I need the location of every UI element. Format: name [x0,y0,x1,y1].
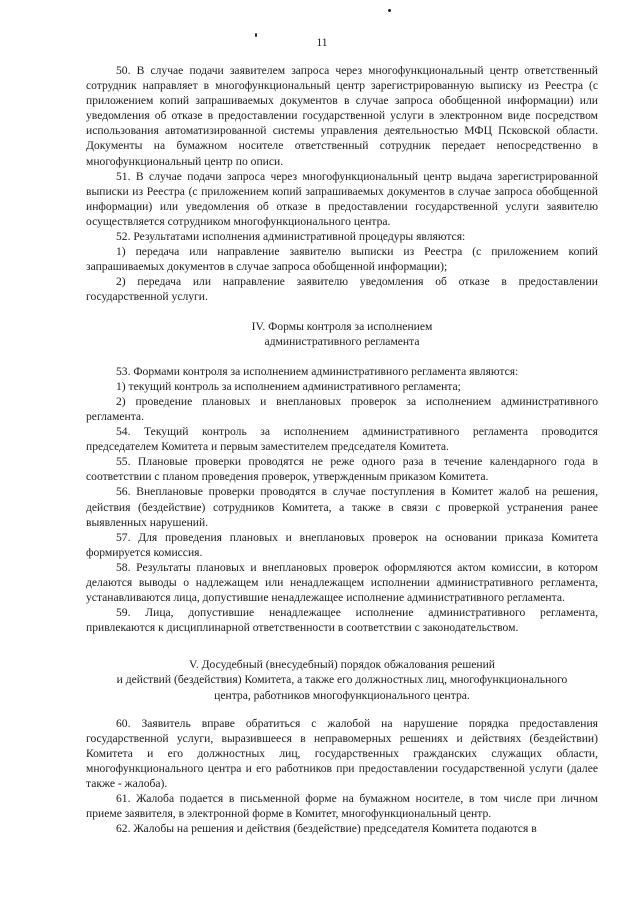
section-heading-line: IV. Формы контроля за исполнением [251,319,433,333]
paragraph-54: 54. Текущий контроль за исполнением административного регламента проводится председателем Комитета и первым заместителем председателя Комитета. [86,425,598,454]
paragraph-52-item-2: 2) передача или направление заявителю уведомления об отказе в предоставлении государственной услуги. [86,275,598,304]
paragraph-52: 52. Результатами исполнения административной процедуры являются: [116,230,466,244]
paragraph-60: 60. Заявитель вправе обратиться с жалобой на нарушение порядка предоставления государственной услуги, выразившееся в неправомерных решениях и действиях (бездействии) Комитета и его должностных лиц, государственных гражданских служащих области, многофункционального центра и его работников при предоставлении государственной услуги (далее также - жалоба). [86,716,598,791]
paragraph-53: 53. Формами контроля за исполнением административного регламента являются: [116,364,519,378]
paragraph-62: 62. Жалобы на решения и действия (бездействие) председателя Комитета подаются в [116,822,537,836]
document-body [86,63,598,836]
paragraph-50: 50. В случае подачи заявителем запроса через многофункциональный центр ответственный сотрудник направляет в многофункциональный центр зарегистрированную выписку из Реестра (с приложением копий запрашиваемых документов в случае запроса обобщенной информации) или уведомления об отказе в предоставлении государственной услуги в электронном виде посредством использования автоматизированной системы управления деятельностью МФЦ Псковской области. Документы на бумажном носителе ответственный сотрудник передает непосредственно в многофункциональный центр по описи. [86,64,598,168]
page-number: 11 [316,37,328,49]
section-heading-iv [86,319,598,349]
scan-speck [388,9,391,12]
paragraph-52-item-1: 1) передача или направление заявителю выписки из Реестра (с приложением копий запрашиваемых документов в случае запроса обобщенной информации); [86,245,598,274]
paragraph-56: 56. Внеплановые проверки проводятся в случае поступления в Комитет жалоб на решения, действия (бездействие) сотрудников Комитета, а также в связи с проверкой устранения ранее выявленных нарушений. [86,485,598,529]
section-heading-v [86,657,598,702]
paragraph-59: 59. Лица, допустившие ненадлежащее исполнение административного регламента, привлекаются к дисциплинарной ответственности в соответствии с законодательством. [86,606,598,635]
scan-speck [255,33,257,37]
section-heading-line: центра, работников многофункционального центра. [214,688,470,702]
paragraph-53-item-2: 2) проведение плановых и внеплановых проверок за исполнением административного регламента. [86,394,598,423]
paragraph-58: 58. Результаты плановых и внеплановых проверок оформляются актом комиссии, в котором делаются выводы о надлежащем или ненадлежащем исполнении административного регламента, устанавливаются лица, допустившие ненадлежащее исполнение административного регламента. [86,560,598,605]
paragraph-57: 57. Для проведения плановых и внеплановых проверок на основании приказа Комитета формируется комиссия. [86,530,598,559]
paragraph-53-item-1: 1) текущий контроль за исполнением административного регламента; [116,379,461,393]
paragraph-55: 55. Плановые проверки проводятся не реже одного раза в течение календарного года в соответствии с планом проведения проверок, утвержденным приказом Комитета. [86,455,598,484]
section-heading-line: административного регламента [264,334,420,348]
paragraph-51: 51. В случае подачи запроса через многофункциональный центр выдача зарегистрированной выписки из Реестра (с приложением копий запрашиваемых документов в случае запроса обобщенной информации) или уведомления об отказе в предоставлении государственной услуги заявителю осуществляется сотрудником многофункционального центра. [86,169,598,228]
section-heading-line: V. Досудебный (внесудебный) порядок обжалования решений [188,658,496,672]
section-heading-line: и действий (бездействия) Комитета, а также его должностных лиц, многофункционального [116,673,568,687]
paragraph-61: 61. Жалоба подается в письменной форме на бумажном носителе, в том числе при личном приеме заявителя, в электронной форме в Комитет, многофункциональный центр. [86,792,598,821]
